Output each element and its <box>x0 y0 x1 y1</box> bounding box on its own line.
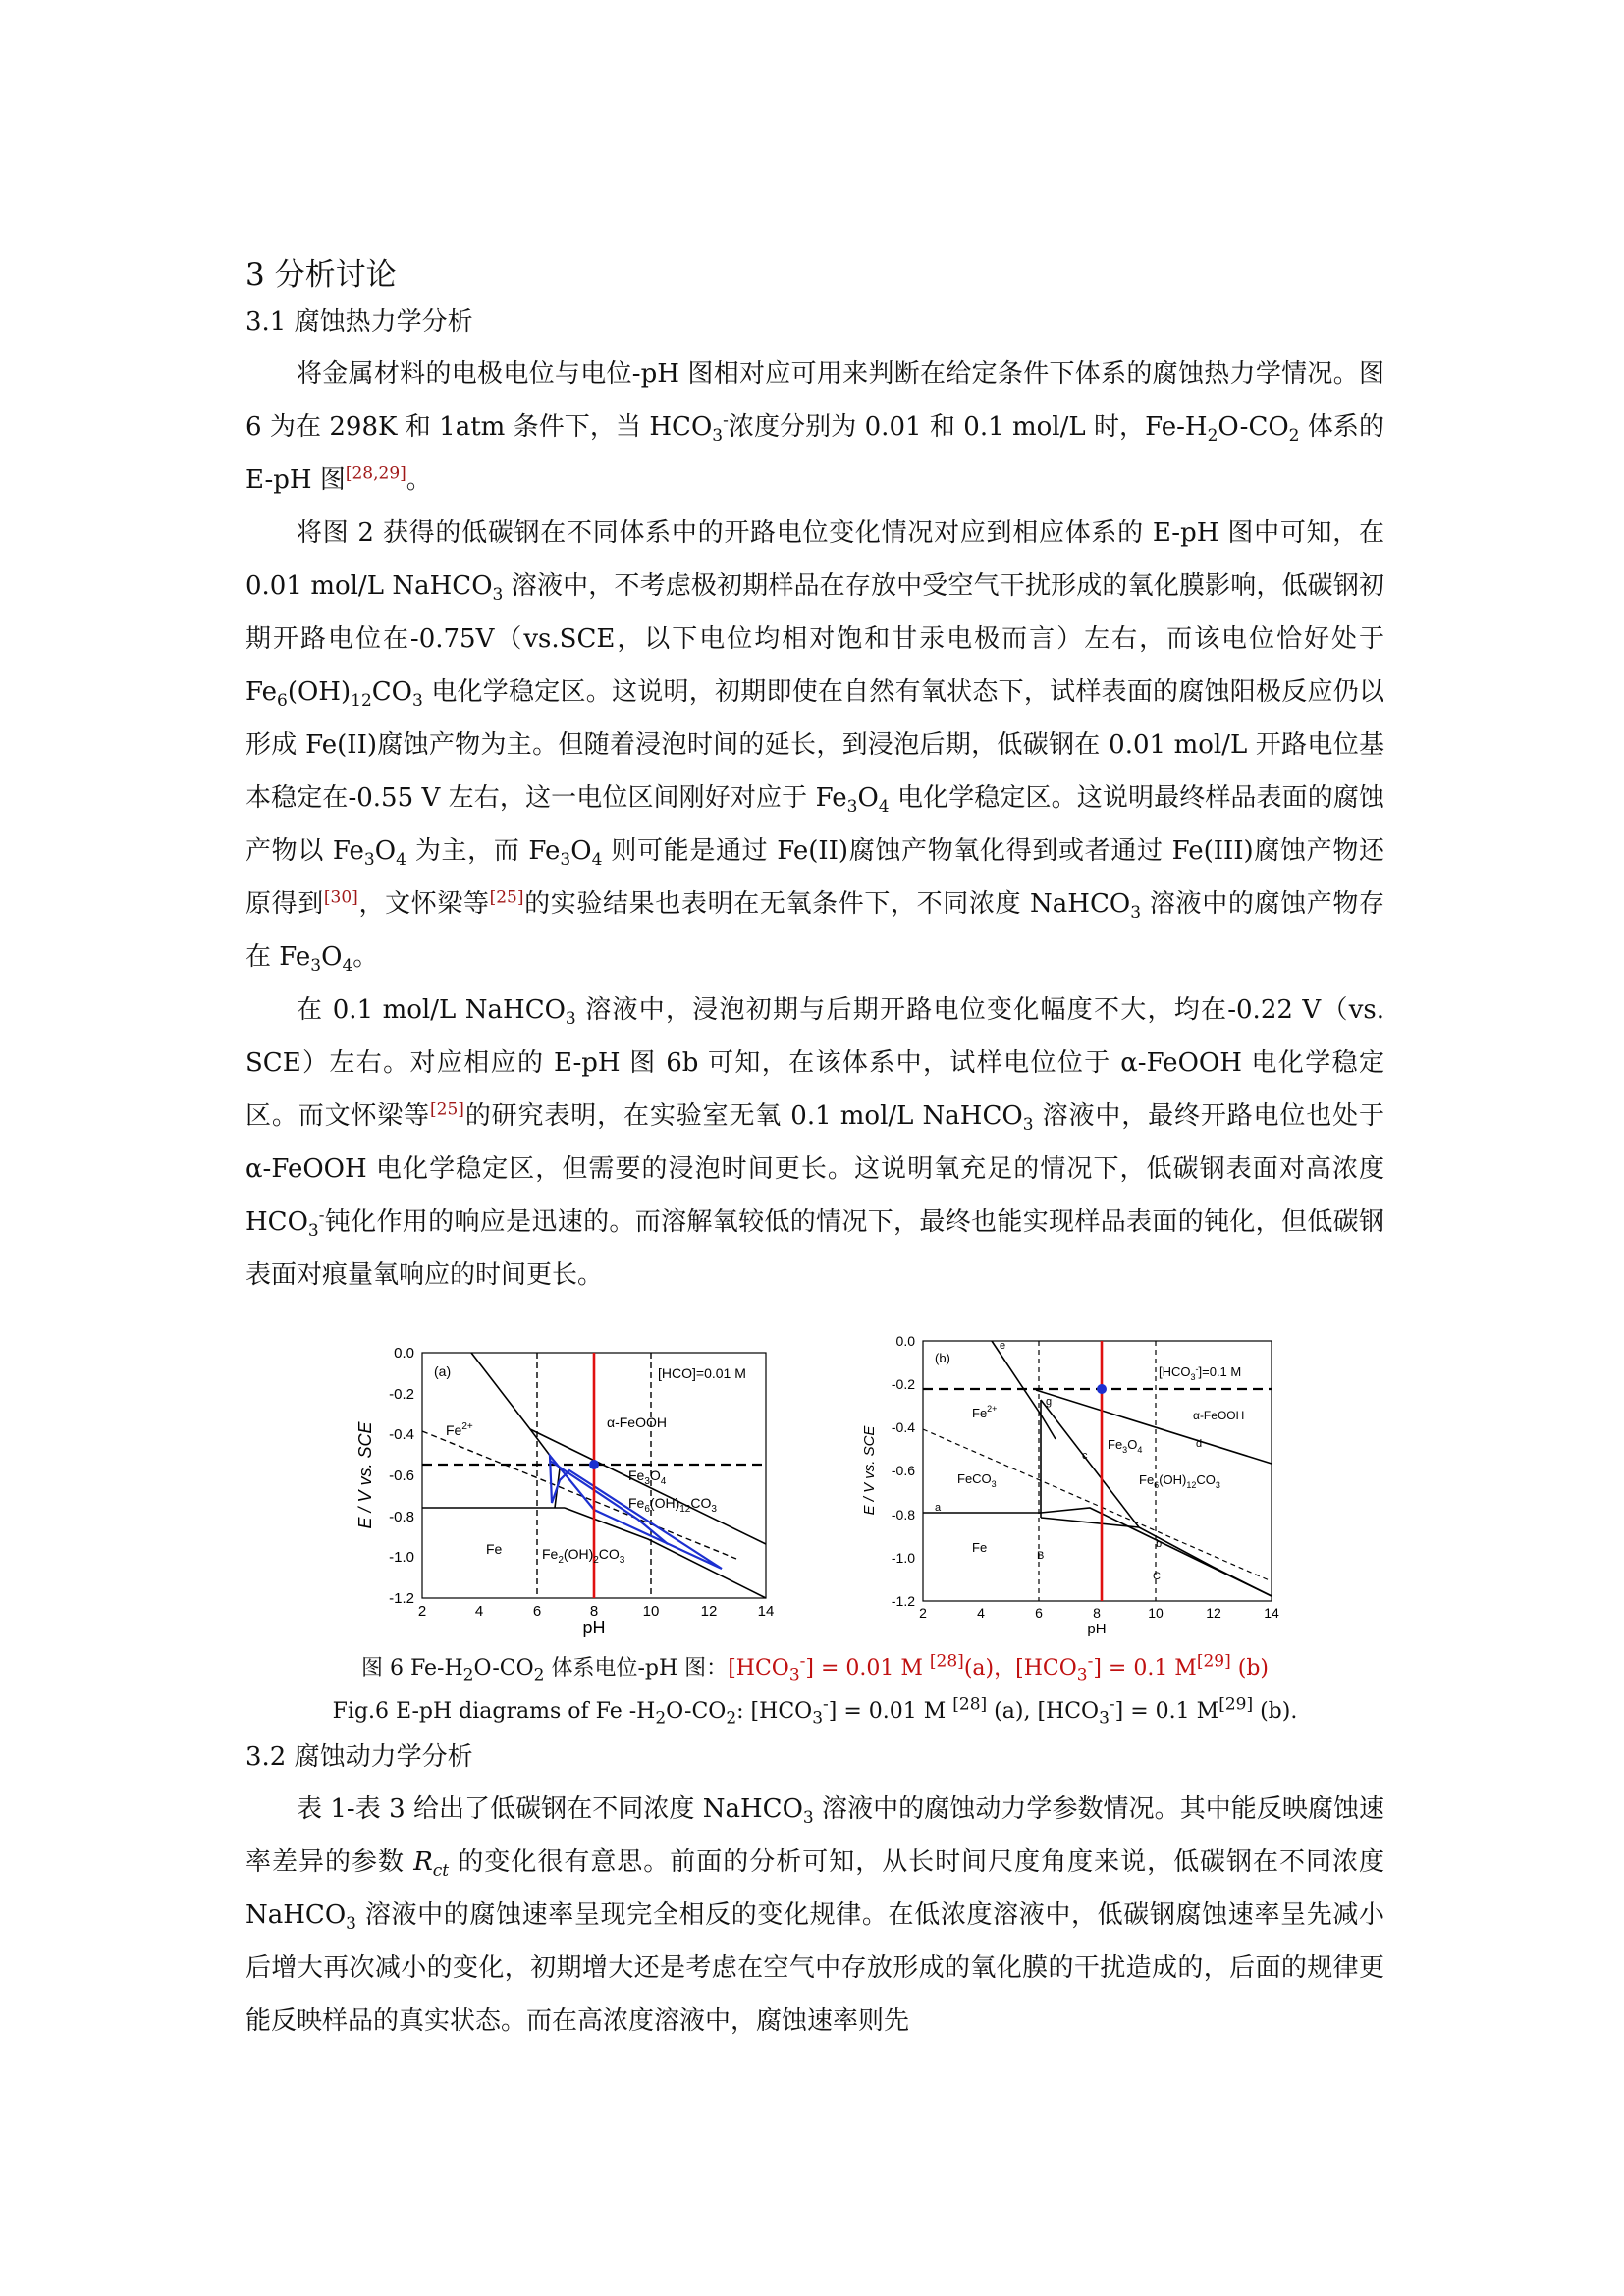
region-label: $Fe_2(OH)_2CO_3$ <box>542 1546 625 1566</box>
svg-text:d: d <box>1196 1438 1203 1450</box>
xtick-label: 10 <box>1148 1605 1164 1621</box>
ytick-label: -1.2 <box>891 1593 915 1609</box>
ytick-label: -1.2 <box>389 1590 414 1607</box>
region-label: $Fe_6(OH)_{12}CO_3$ <box>628 1495 717 1515</box>
ytick-label: 0.0 <box>895 1333 915 1349</box>
xtick-label: 14 <box>1264 1605 1279 1621</box>
region-label: α-FeOOH <box>1193 1409 1245 1422</box>
ytick-label: -1.0 <box>389 1549 414 1566</box>
region-label: $Fe_6(OH)_{12}CO_3$ <box>1139 1472 1220 1490</box>
svg-text:c: c <box>1082 1450 1088 1462</box>
figure-caption-cn: 图 6 $Fe-H_2O-CO_2$ 体系电位-pH 图：$[HCO_3^-] = 0.01$ M [28](a)，$[HCO_3^-] = 0.1$ M[29] (b) <box>360 1651 1269 1685</box>
x-ticks <box>919 1605 1279 1621</box>
page-content <box>245 253 1384 2048</box>
x-axis-label: pH <box>1087 1621 1107 1637</box>
svg-text:b: b <box>1156 1538 1163 1550</box>
xtick-label: 8 <box>589 1603 599 1620</box>
ytick-label: -0.4 <box>389 1426 414 1443</box>
concentration-annotation: $[HCO_3^-]=0.1$ M <box>1159 1364 1242 1382</box>
svg-text:a: a <box>935 1502 942 1514</box>
panel-label: (a) <box>434 1363 452 1379</box>
xtick-label: 2 <box>919 1605 927 1621</box>
concentration-annotation: [HCO]=0.01 M <box>658 1365 746 1381</box>
region-label: Fe <box>486 1541 503 1557</box>
x-axis-label: pH <box>582 1618 606 1637</box>
ytick-label: -0.8 <box>891 1507 915 1522</box>
citation[interactable]: [25] <box>489 887 524 908</box>
ytick-label: -0.2 <box>891 1376 915 1392</box>
svg-text:B: B <box>1037 1550 1045 1562</box>
region-label: FeCO$_3$ <box>957 1471 997 1489</box>
region-label: Fe <box>972 1540 988 1555</box>
chart-panel-b <box>844 1302 1279 1637</box>
section-3-2-title: 3.2 腐蚀动力学分析 <box>245 1742 473 1772</box>
region-label: $Fe^{2+}$ <box>972 1404 998 1420</box>
figure-caption-en: Fig.6 E-pH diagrams of Fe $-H_2O-CO_2$: $[HCO_3^-] = 0.01$ M [28] (a), $[HCO_3^-] = 0.1$ M[29] (b). <box>332 1694 1298 1729</box>
xtick-label: 14 <box>757 1603 775 1620</box>
ytick-label: -1.0 <box>891 1550 915 1566</box>
section-3-title: 3 分析讨论 <box>245 257 397 293</box>
citation[interactable]: [28,29] <box>345 463 406 484</box>
figure-6 <box>245 1313 1384 1647</box>
xtick-label: 4 <box>977 1605 985 1621</box>
svg-text:e: e <box>1000 1340 1006 1352</box>
xtick-label: 8 <box>1093 1605 1101 1621</box>
region-label: α-FeOOH <box>607 1415 667 1430</box>
region-label: $Fe_3O_4$ <box>1108 1437 1143 1455</box>
y-axis-label: E / V vs. SCE <box>861 1425 878 1516</box>
y-ticks <box>389 1345 414 1607</box>
paragraph-2: 将图 2 获得的低碳钢在不同体系中的开路电位变化情况对应到相应体系的 E-pH 图中可知，在 0.01 mol/L NaHCO$_3$ 溶液中，不考虑极初期样品在存放中受空气干扰形成的氧化膜影响，低碳钢初期开路电位在-0.75V（vs.SCE，以下电位均相对饱和甘汞电极而言）左右，而该电位恰好处于 $Fe_6(OH)_{12}CO_3$ 电化学稳定区。这说明，初期即使在自然有氧状态下，试样表面的腐蚀阳极反应仍以形成 Fe(II)腐蚀产物为主。但随着浸泡时间的延长，到浸泡后期，低碳钢在 0.01 mol/L 开路电位基本稳定在-0.55 V 左右，这一电位区间刚好对应于 $Fe_3O_4$ 电化学稳定区。这说明最终样品表面的腐蚀产物以 $Fe_3O_4$ 为主，而 $Fe_3O_4$ 则可能是通过 Fe(II)腐蚀产物氧化得到或者通过 Fe(III)腐蚀产物还原得到[30]，文怀梁等[25]的实验结果也表明在无氧条件下，不同浓度 NaHCO$_3$ 溶液中的腐蚀产物存在 $Fe_3O_4$。 <box>245 518 1384 977</box>
panel-label: (b) <box>935 1351 950 1365</box>
citation[interactable]: [25] <box>430 1099 464 1120</box>
xtick-label: 6 <box>1035 1605 1043 1621</box>
xtick-label: 12 <box>1206 1605 1221 1621</box>
chart-panel-a <box>344 1313 776 1637</box>
ytick-label: -0.6 <box>891 1463 915 1478</box>
svg-text:C: C <box>1153 1571 1161 1582</box>
paragraph-3: 在 0.1 mol/L NaHCO$_3$ 溶液中，浸泡初期与后期开路电位变化幅度不大，均在-0.22 V（vs. SCE）左右。对应相应的 E-pH 图 6b 可知，在该体系中，试样电位位于 α-FeOOH 电化学稳定区。而文怀梁等[25]的研究表明，在实验室无氧 0.1 mol/L NaHCO$_3$ 溶液中，最终开路电位也处于 α-FeOOH 电化学稳定区，但需要的浸泡时间更长。这说明氧充足的情况下，低碳钢表面对高浓度 $HCO_3^-$钝化作用的响应是迅速的。而溶解氧较低的情况下，最终也能实现样品表面的钝化，但低碳钢表面对痕量氧响应的时间更长。 <box>245 995 1384 1290</box>
paragraph-4: 表 1-表 3 给出了低碳钢在不同浓度 NaHCO$_3$ 溶液中的腐蚀动力学参数情况。其中能反映腐蚀速率差异的参数 $R_{ct}$ 的变化很有意思。前面的分析可知，从长时间尺度角度来说，低碳钢在不同浓度 NaHCO$_3$ 溶液中的腐蚀速率呈现完全相反的变化规律。在低浓度溶液中，低碳钢腐蚀速率呈先减小后增大再次减小的变化，初期增大还是考虑在空气中存放形成的氧化膜的干扰造成的，后面的规律更能反映样品的真实状态。而在高浓度溶液中，腐蚀速率则先 <box>245 1794 1385 2036</box>
ytick-label: 0.0 <box>394 1345 414 1362</box>
ocp-marker <box>589 1460 599 1469</box>
region-label: $Fe^{2+}$ <box>446 1421 473 1438</box>
ocp-marker <box>1097 1384 1107 1394</box>
svg-text:g: g <box>1046 1396 1053 1408</box>
stability-boundaries <box>923 1341 1272 1596</box>
xtick-label: 6 <box>532 1603 542 1620</box>
section-3-1-title: 3.1 腐蚀热力学分析 <box>245 307 473 337</box>
citation[interactable]: [30] <box>323 887 358 908</box>
xtick-label: 2 <box>417 1603 427 1620</box>
xtick-label: 10 <box>642 1603 660 1620</box>
paragraph-1: 将金属材料的电极电位与电位-pH 图相对应可用来判断在给定条件下体系的腐蚀热力学情况。图 6 为在 298K 和 1atm 条件下，当 $HCO_3^-$浓度分别为 0.01 和 0.1 mol/L 时，$Fe-H_2O-CO_2$ 体系的 E-pH 图[28,29]。 <box>245 359 1384 495</box>
ytick-label: -0.4 <box>891 1419 915 1435</box>
ytick-label: -0.8 <box>389 1509 414 1525</box>
region-label: $Fe_3O_4$ <box>628 1468 667 1487</box>
xtick-label: 12 <box>700 1603 718 1620</box>
y-axis-label: E / V vs. SCE <box>355 1421 375 1529</box>
ytick-label: -0.2 <box>389 1386 414 1403</box>
xtick-label: 4 <box>474 1603 484 1620</box>
y-ticks <box>892 1333 915 1609</box>
ytick-label: -0.6 <box>389 1468 414 1484</box>
